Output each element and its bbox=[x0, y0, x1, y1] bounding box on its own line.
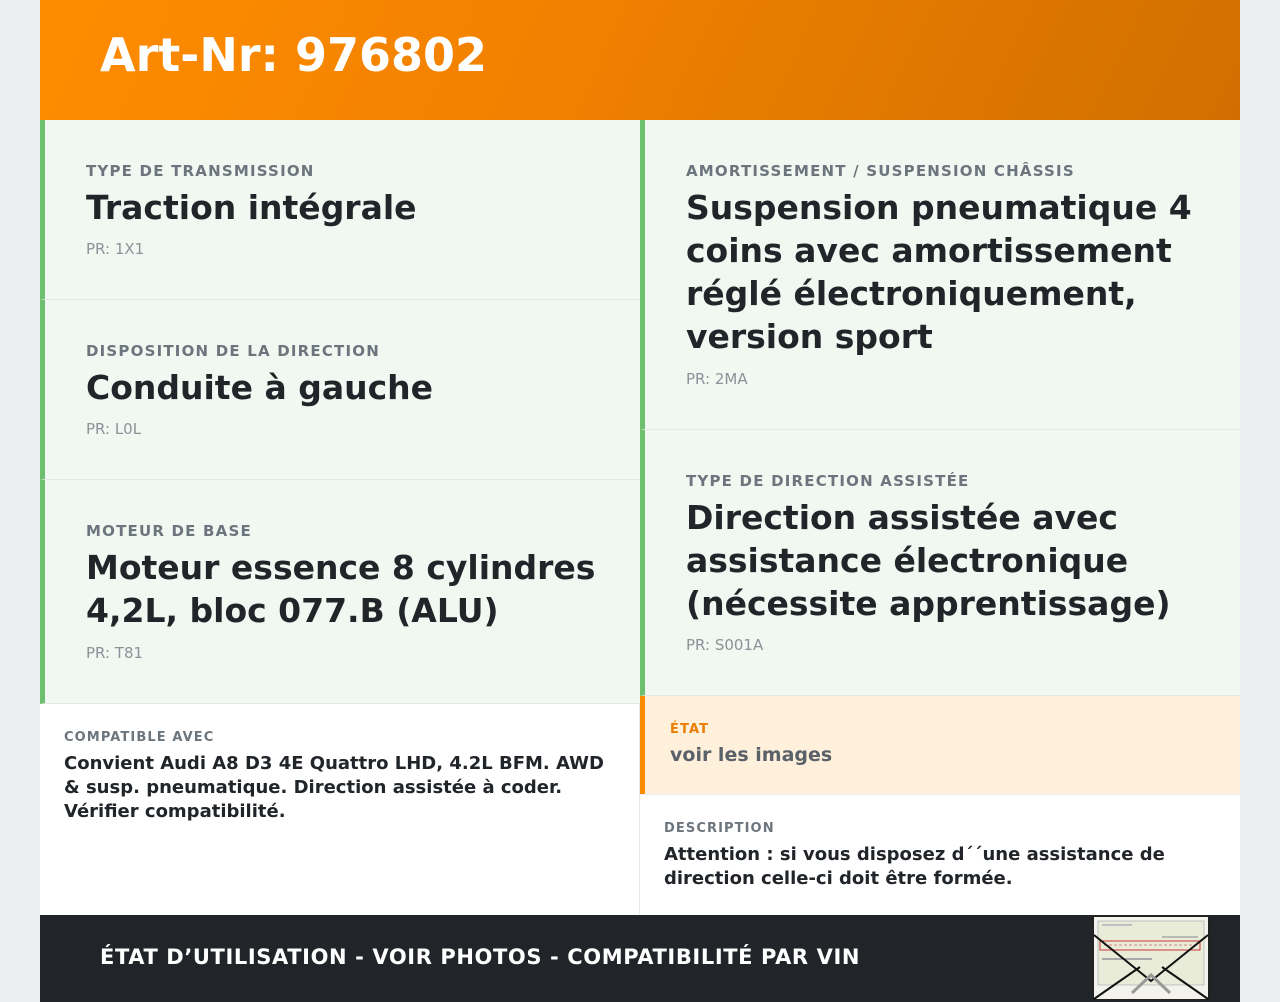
etat-section bbox=[640, 696, 1240, 794]
spec-label: AMORTISSEMENT / SUSPENSION CHÂSSIS bbox=[686, 162, 1075, 180]
document-envelope-icon bbox=[1092, 915, 1210, 1001]
compatible-label: COMPATIBLE AVEC bbox=[64, 730, 215, 745]
spec-value: Moteur essence 8 cylindres 4,2L, bloc 077.B (ALU) bbox=[86, 548, 596, 630]
spec-label: DISPOSITION DE LA DIRECTION bbox=[86, 342, 380, 360]
compatible-text: Convient Audi A8 D3 4E Quattro LHD, 4.2L BFM. AWD & susp. pneumatique. Direction assistée à coder. Vérifier compatibilité. bbox=[64, 753, 604, 822]
footer-banner bbox=[40, 915, 1240, 1002]
footer-banner-text: ÉTAT D’UTILISATION - VOIR PHOTOS - COMPATIBILITÉ PAR VIN bbox=[100, 945, 861, 969]
spec-pr-code: PR: L0L bbox=[86, 420, 142, 438]
spec-label: TYPE DE TRANSMISSION bbox=[86, 162, 315, 180]
header bbox=[40, 0, 1240, 120]
spec-label: MOTEUR DE BASE bbox=[86, 522, 252, 540]
etat-label: ÉTAT bbox=[670, 722, 710, 737]
spec-value: Traction intégrale bbox=[86, 188, 417, 227]
spec-value: Direction assistée avec assistance électronique (nécessite apprentissage) bbox=[686, 498, 1171, 623]
spec-suspension bbox=[640, 120, 1240, 430]
spec-transmission bbox=[40, 120, 640, 300]
page-title: Art-Nr: 976802 bbox=[100, 28, 488, 82]
spec-steering-side bbox=[40, 300, 640, 480]
spec-label: TYPE DE DIRECTION ASSISTÉE bbox=[686, 472, 970, 490]
description-label: DESCRIPTION bbox=[664, 821, 775, 836]
product-card bbox=[40, 0, 1240, 1002]
spec-power-steering bbox=[640, 430, 1240, 696]
description-section bbox=[640, 794, 1240, 915]
spec-pr-code: PR: S001A bbox=[686, 636, 764, 654]
compatible-section bbox=[40, 704, 639, 915]
etat-text: voir les images bbox=[670, 744, 833, 766]
spec-engine bbox=[40, 480, 640, 704]
description-text: Attention : si vous disposez d´´une assistance de direction celle-ci doit être formée. bbox=[664, 844, 1165, 889]
spec-value: Suspension pneumatique 4 coins avec amortissement réglé électroniquement, version sport bbox=[686, 188, 1192, 356]
spec-pr-code: PR: 1X1 bbox=[86, 240, 145, 258]
spec-pr-code: PR: T81 bbox=[86, 644, 144, 662]
spec-pr-code: PR: 2MA bbox=[686, 370, 748, 388]
spec-value: Conduite à gauche bbox=[86, 368, 434, 407]
